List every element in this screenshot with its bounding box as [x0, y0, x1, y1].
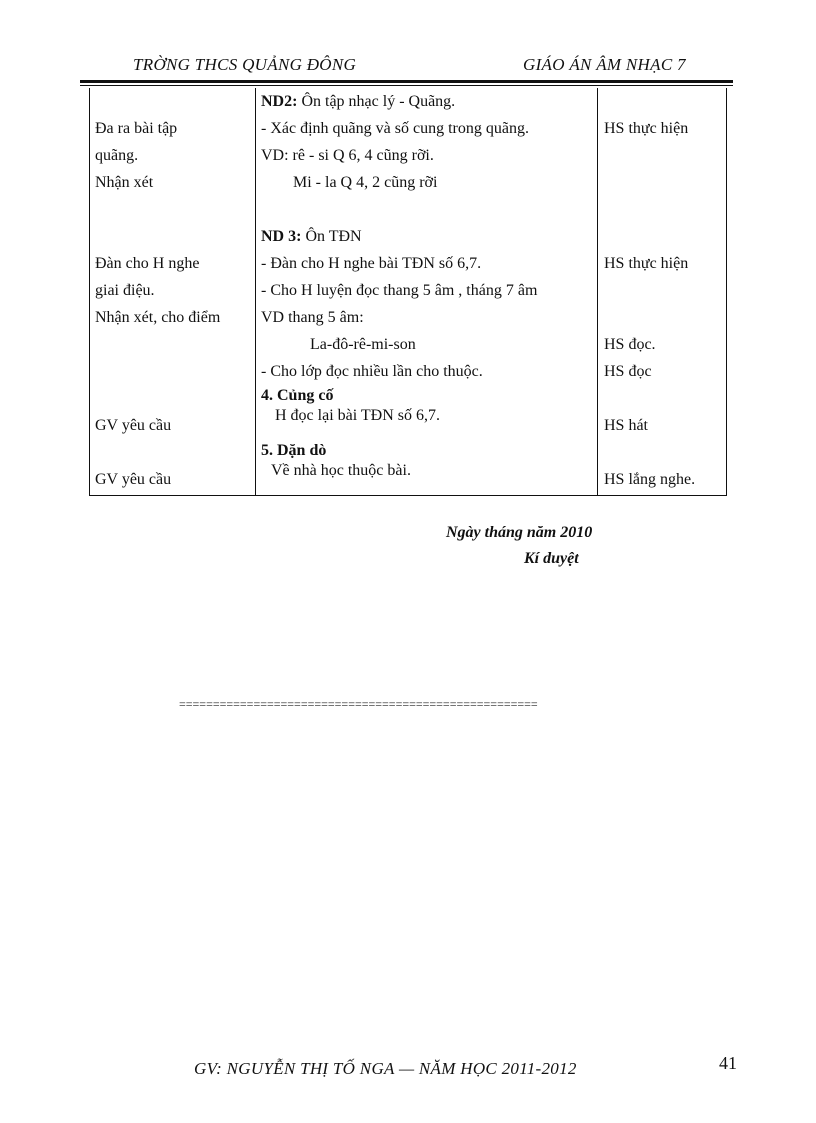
- content-text: - Đàn cho H nghe bài TĐN số 6,7.: [261, 255, 482, 272]
- signature-date: Ngày tháng năm 2010: [446, 524, 593, 541]
- teacher-text: giai điệu.: [95, 282, 155, 299]
- header-rule-thin: [80, 85, 733, 86]
- content-text: VD thang 5 âm:: [261, 309, 364, 326]
- table-border-right: [726, 88, 727, 496]
- footer-author: GV: NGUYỄN THỊ TỐ NGA — NĂM HỌC 2011-2012: [194, 1059, 577, 1078]
- student-activity: HS thực hiện: [604, 255, 689, 272]
- header-school: TRỜNG THCS QUẢNG ĐÔNG: [133, 55, 357, 74]
- header-subject: GIÁO ÁN ÂM NHẠC 7: [523, 55, 686, 74]
- student-activity: HS lắng nghe.: [604, 471, 696, 488]
- content-nd3: [261, 223, 537, 385]
- table-border-left: [89, 88, 90, 496]
- content-text: La-đô-rê-mi-son: [310, 336, 416, 353]
- content-nd2: [261, 88, 529, 196]
- teacher-text: Nhận xét: [95, 174, 154, 191]
- table-divider-2: [597, 88, 598, 496]
- content-heading-nd2: [261, 88, 529, 115]
- section-title: 4. Củng cố: [261, 387, 334, 404]
- student-activity: HS đọc: [604, 363, 652, 380]
- separator-line: =====================================================: [179, 697, 538, 711]
- teacher-text: Đàn cho H nghe: [95, 255, 200, 272]
- teacher-activity-dando: [95, 466, 171, 493]
- teacher-text: Đa ra bài tập: [95, 120, 178, 137]
- content-cungco: [261, 386, 440, 426]
- content-text: - Cho lớp đọc nhiều lần cho thuộc.: [261, 363, 483, 380]
- teacher-activity-nd3: [95, 250, 220, 331]
- content-text: VD: rê - si Q 6, 4 cũng rỡi.: [261, 147, 434, 164]
- student-activity: HS đọc.: [604, 336, 656, 353]
- content-dando: [261, 441, 411, 481]
- content-title: Ôn TĐN: [301, 228, 362, 245]
- teacher-text: GV yêu cầu: [95, 471, 172, 488]
- content-text: H đọc lại bài TĐN số 6,7.: [275, 407, 441, 424]
- teacher-text: GV yêu cầu: [95, 417, 172, 434]
- content-label: ND2:: [261, 93, 298, 110]
- page-number: 41: [719, 1053, 737, 1073]
- student-activity: HS hát: [604, 417, 648, 434]
- teacher-activity-nd2: [95, 115, 177, 196]
- content-text: Mi - la Q 4, 2 cũng rỡi: [293, 174, 438, 191]
- content-text: Về nhà học thuộc bài.: [271, 462, 411, 479]
- header-rule-thick: [80, 80, 733, 83]
- content-text: - Xác định quãng và số cung trong quãng.: [261, 120, 529, 137]
- teacher-text: quãng.: [95, 147, 139, 164]
- signature-approve: Kí duyệt: [524, 550, 579, 567]
- student-activity: HS thực hiện: [604, 120, 689, 137]
- content-label: ND 3:: [261, 228, 302, 245]
- teacher-text: Nhận xét, cho điểm: [95, 309, 221, 326]
- content-text: - Cho H luyện đọc thang 5 âm , tháng 7 âm: [261, 282, 538, 299]
- content-heading-nd3: [261, 223, 537, 250]
- table-border-bottom: [89, 495, 727, 496]
- teacher-activity-cungco: [95, 412, 171, 439]
- table-divider-1: [255, 88, 256, 496]
- content-title: Ôn tập nhạc lý - Quãng.: [297, 93, 456, 110]
- section-title: 5. Dặn dò: [261, 442, 327, 459]
